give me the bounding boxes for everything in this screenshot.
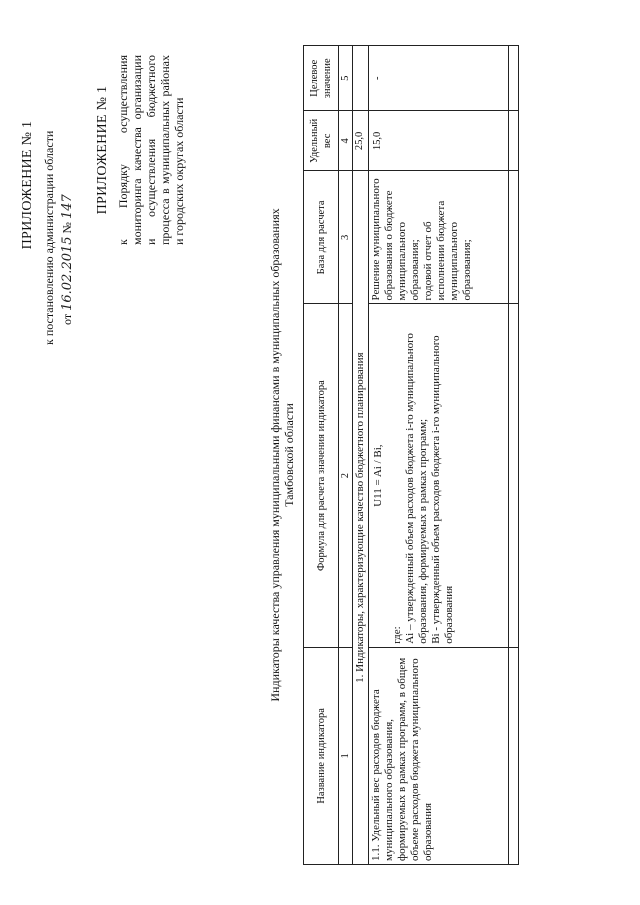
- formula-where: где:: [391, 626, 403, 644]
- continuation-cell-5: [509, 46, 519, 111]
- continuation-cell-2: [509, 304, 519, 647]
- appendix-title: ПРИЛОЖЕНИЕ № 1: [20, 120, 35, 250]
- section-row: [353, 46, 369, 865]
- number-prefix: №: [60, 222, 74, 234]
- header-base: База для расчета: [304, 171, 339, 304]
- formula: U11 = Ai / Bi,: [372, 444, 384, 507]
- column-number-3: 3: [339, 171, 353, 304]
- document-title-line-2: Тамбовской области: [282, 403, 296, 507]
- column-number-1: 1: [339, 647, 353, 864]
- header-weight: Удельный вес: [304, 111, 339, 171]
- table-row: [369, 46, 509, 865]
- target-cell: -: [369, 46, 509, 111]
- column-number-row: [339, 46, 353, 865]
- base-cell: [369, 171, 509, 304]
- procedure-appendix-text: к Порядку осуществления мониторинга качества организации и осуществления бюджетного процесса в муниципальных районах и городских округах области: [116, 55, 186, 245]
- section-target: [353, 46, 369, 111]
- base-item-2: годовой отчет об исполнении бюджета муниципального образования;: [422, 200, 473, 301]
- procedure-appendix-title: ПРИЛОЖЕНИЕ № 1: [95, 85, 110, 215]
- table-row-continuation: [509, 46, 519, 865]
- handwritten-date: 16.02.2015: [60, 236, 75, 311]
- weight-cell: 15,0: [369, 111, 509, 171]
- document-title: [268, 45, 296, 865]
- continuation-cell-1: [509, 647, 519, 864]
- section-weight: 25,0: [353, 111, 369, 171]
- formula-cell: [369, 304, 509, 647]
- date-prefix: от: [60, 313, 74, 325]
- header-formula: Формула для расчета значения индикатора: [304, 304, 339, 647]
- indicators-table: [303, 45, 519, 865]
- continuation-cell-4: [509, 111, 519, 171]
- formula-def-b: Bi - утвержденный объем расходов бюджета i-го муниципального образования: [430, 335, 455, 644]
- formula-def-a: Ai – утвержденный объем расходов бюджета i-го муниципального образования, формируемых в рамках программ;: [404, 333, 429, 644]
- document-title-line-1: Индикаторы качества управления муниципальными финансами в муниципальных образованиях: [268, 208, 282, 702]
- column-number-5: 5: [339, 46, 353, 111]
- section-title: 1. Индикаторы, характеризующие качество бюджетного планирования: [353, 171, 369, 865]
- column-number-2: 2: [339, 304, 353, 647]
- decree-date-line: [60, 194, 75, 325]
- header-indicator-name: Название индикатора: [304, 647, 339, 864]
- base-item-1: Решение муниципального образования о бюджете муниципального образования;: [370, 178, 421, 301]
- continuation-cell-3: [509, 171, 519, 304]
- decree-reference: к постановлению администрации области: [42, 130, 56, 345]
- handwritten-number: 147: [60, 194, 75, 220]
- header-target: Целевое значение: [304, 46, 339, 111]
- column-number-4: 4: [339, 111, 353, 171]
- table-header-row: [304, 46, 339, 865]
- indicator-name-cell: 1.1. Удельный вес расходов бюджета муниципального образования, формируемых в рамках программ, в общем объеме расходов бюджета муниципального образования: [369, 647, 509, 864]
